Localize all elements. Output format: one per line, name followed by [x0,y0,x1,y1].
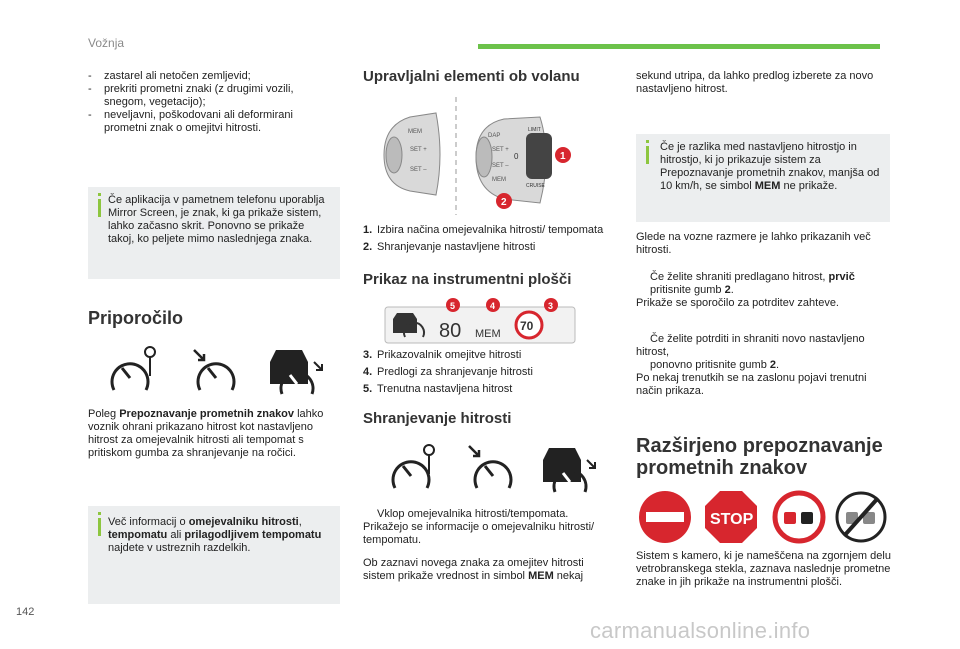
stalk-label-dap: DAP [488,133,501,139]
limitations-list [88,70,338,135]
legend-item: 2. Shranjevanje nastavljene hitrosti [363,241,536,253]
list-item: - prekriti prometni znaki (z drugimi vozili, snegom, vegetacijo); [88,83,338,109]
list-item: - neveljavni, poškodovani ali deformirani prometni znak o omejitvi hitrosti. [88,109,338,135]
heading-priporocilo: Priporočilo [88,308,184,328]
speedometer-car-icon [543,448,595,492]
info-icon [646,146,649,164]
section-bar [478,44,880,49]
stalk-label-zero: 0 [514,152,519,161]
heading-display: Prikaz na instrumentni plošči [363,271,572,288]
display-limit: 70 [520,319,534,333]
stalk-label-mem: MEM [408,129,422,135]
multiple-speeds-paragraph: Glede na vozne razmere je lahko prikazanih več hitrosti. [636,231,871,256]
list-item: - zastarel ali netočen zemljevid; [88,70,338,83]
stalk-label-set-minus: SET – [492,163,509,169]
info-text: Če aplikacija v pametnem telefonu uporablja Mirror Screen, je znak, ki ga prikaže sistem, lahko začasno skrit. Ponovno se prikaže takoj, ko peljete mimo naslednjega znaka. [108,194,325,245]
callout-number: 5 [450,301,456,311]
callout-number: 4 [490,301,496,311]
no-overtaking-sign-icon [775,493,823,541]
storing-icons [385,440,605,496]
right-stalk [476,117,552,203]
info-text: Več informacij o omejevalniku hitrosti, tempomatu ali prilagodljivem tempomatu najdete v ustreznih razdelkih. [108,516,322,554]
legend-item: 5. Trenutna nastavljena hitrost [363,383,513,395]
recommendation-paragraph: Poleg Prepoznavanje prometnih znakov lahko voznik ohrani prikazano hitrost kot nastavljeno hitrost za omejevalnik hitrosti ali tempomat s pritiskom gumba za shranjevanje na ročici. [88,408,324,459]
store-step-1: Če želite shraniti predlagano hitrost, prvič pritisnite gumb 2. Prikaže se sporočilo za potrditev zahteve. [636,271,855,309]
heading-controls: Upravljalni elementi ob volanu [363,68,580,85]
callout-number: 1 [560,151,566,162]
stalk-label-set-plus: SET + [492,147,509,153]
legend-item: 4. Predlogi za shranjevanje hitrosti [363,366,533,378]
speedometer-memory-icon [194,350,234,390]
speedometer-car-icon [270,350,322,394]
callout-number: 2 [501,197,507,208]
display-speed: 80 [439,320,462,342]
storing-paragraph-2: Ob zaznavi novega znaka za omejitev hitrosti sistem prikaže vrednost in simbol MEM nekaj [363,557,584,582]
info-box-more [88,506,340,604]
info-box-mirror [88,187,340,279]
display-mem: MEM [475,328,501,340]
instrument-display-illustration [383,297,583,347]
stalk-label-set-plus: SET + [410,147,427,153]
stalk-label-limit: LIMIT [528,127,541,133]
traffic-signs-row [638,490,890,546]
speedometer-sign-icon [112,347,155,390]
stop-sign-icon [705,491,757,543]
legend-item: 1. Izbira načina omejevalnika hitrosti/ tempomata [363,224,604,236]
display-legend [363,349,613,396]
info-text: Če je razlika med nastavljeno hitrostjo in hitrostjo, ki jo prikazuje sistem za Prepoznavanje prometnih znakov, manjša od 10 km/h, se simbol MEM ne prikaže. [660,141,880,192]
info-icon [98,518,101,536]
stalk-label-mem: MEM [492,177,506,183]
stalk-label-cruise: CRUISE [526,183,545,189]
speedometer-sign-icon [393,445,434,488]
info-box-difference [636,134,890,222]
callout-number: 3 [548,301,554,311]
end-no-overtaking-sign-icon [837,493,885,541]
steering-stalk-illustration [380,95,580,217]
stop-sign-text: STOP [710,511,754,528]
section-title: Vožnja [88,36,125,50]
heading-storing: Shranjevanje hitrosti [363,410,512,427]
speedometer-memory-icon [469,446,511,488]
heading-extended-recognition: Razširjeno prepoznavanje prometnih znakov [636,435,883,479]
stalk-label-set-minus: SET – [410,167,427,173]
camera-system-paragraph: Sistem s kamero, ki je nameščena na zgornjem delu vetrobranskega stekla, zaznava naslednje prometne znake in jih prikaže na instrumentni plošči. [636,550,891,588]
no-entry-sign-icon [639,491,691,543]
legend-item: 3. Prikazovalnik omejitve hitrosti [363,349,522,361]
storing-paragraph-cont: sekund utripa, da lahko predlog izberete za novo nastavljeno hitrost. [636,70,874,95]
store-step-2: Če želite potrditi in shraniti novo nastavljeno hitrost, ponovno pritisnite gumb 2. Po nekaj trenutkih se na zaslonu pojavi trenutni način prikaza. [636,333,867,397]
controls-legend [363,224,613,254]
left-stalk [384,113,440,195]
storing-paragraph-1: Vklop omejevalnika hitrosti/tempomata. Prikažejo se informacije o omejevalniku hitrosti/ tempomatu. [363,508,595,546]
page-number: 142 [16,606,35,618]
watermark: carmanualsonline.info [590,618,811,643]
recommendation-icons [100,342,330,402]
info-icon [98,199,101,217]
